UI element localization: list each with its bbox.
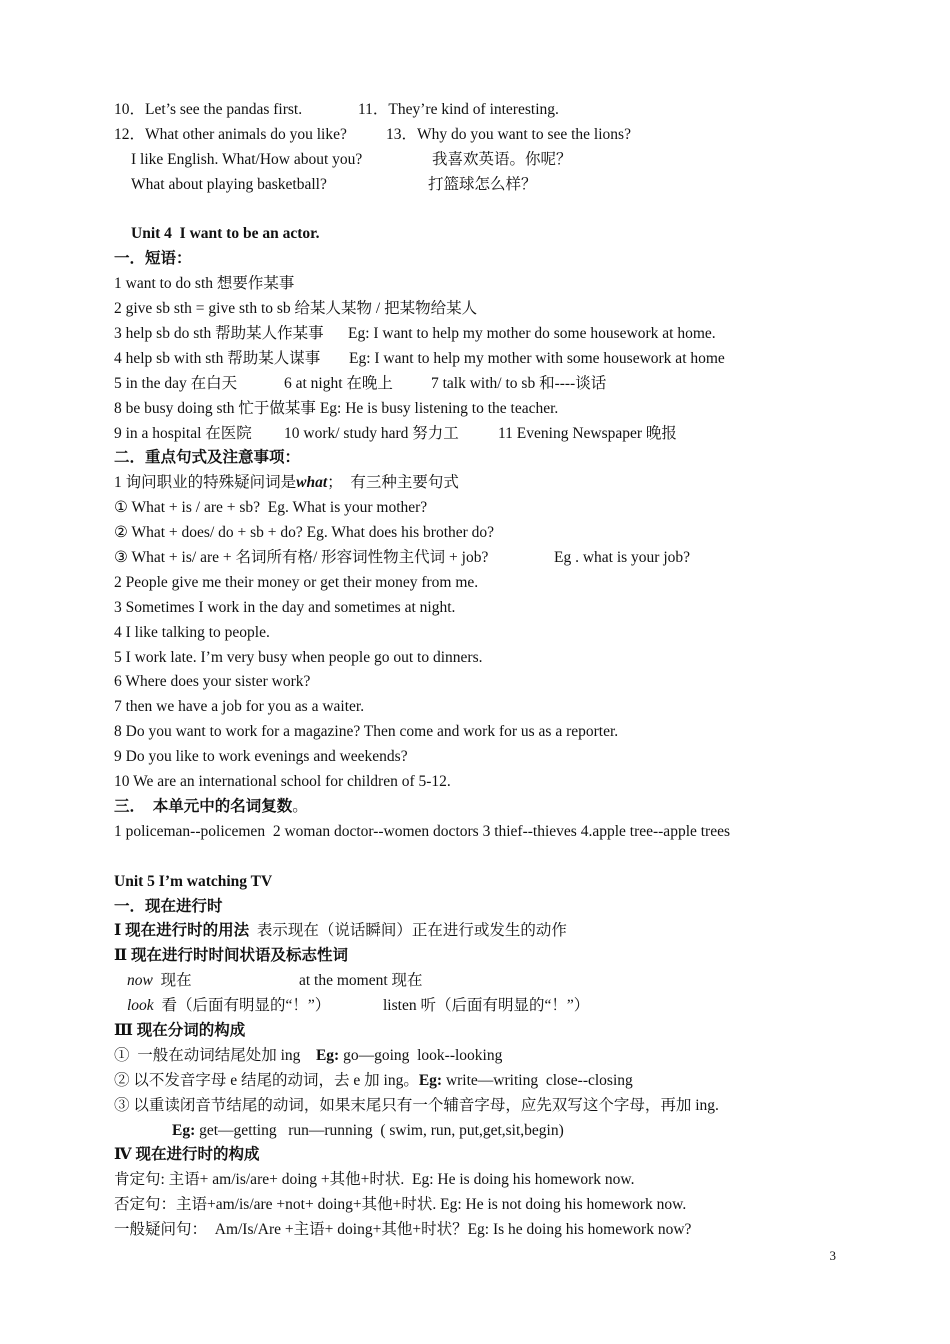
- sentence-13: 13．Why do you want to see the lions?: [386, 125, 631, 143]
- marker-words: [114, 994, 844, 1019]
- unit4-title: Unit 4 I want to be an actor.: [131, 225, 320, 243]
- section-heading: 一．短语：: [114, 250, 192, 268]
- text-line: [114, 173, 844, 198]
- rule-text: ② 以不发音字母 e 结尾的动词，去 e 加 ing。: [114, 1071, 419, 1089]
- rule-heading: Ⅰ 现在进行时的用法: [114, 922, 250, 940]
- phrase-text: 8 be busy doing sth 忙于做某事: [114, 399, 316, 417]
- eg-label: Eg:: [418, 1071, 443, 1089]
- phrase-item: 1 want to do sth 想要作某事: [114, 275, 295, 293]
- marker-word: listen 听（后面有明显的“！”）: [383, 997, 590, 1015]
- text-line: [114, 148, 844, 173]
- pattern-item: [114, 546, 844, 571]
- phrase-example: Eg: I want to help my mother do some housework at home.: [348, 325, 716, 343]
- heading-text: 三． 本单元中的名词复数: [114, 797, 293, 815]
- rule-example: get—getting run—running ( swim, run, put,get,sit,begin): [195, 1121, 564, 1139]
- phrase-item: [114, 372, 844, 397]
- unit5-title: Unit 5 I’m watching TV: [114, 872, 273, 890]
- phrase-text: 7 talk with/ to sb 和----谈话: [431, 374, 607, 392]
- pattern-example: Eg . what is your job?: [554, 549, 691, 567]
- pattern-text: ③ What + is/ are + 名词所有格/ 形容词性物主代词 + job?: [114, 549, 489, 567]
- section-heading: 二．重点句式及注意事项：: [114, 449, 301, 467]
- marker-word: look: [127, 997, 154, 1015]
- rule-text: ① 一般在动词结尾处加 ing: [114, 1046, 316, 1064]
- marker-word-text: at the moment: [299, 972, 388, 990]
- sentence-text: 1 询问职业的特殊疑问词是: [114, 474, 297, 492]
- phrase-example: Eg: I want to help my mother with some housework at home: [349, 349, 725, 367]
- text-line: [114, 98, 844, 123]
- marker-meaning: 现在: [387, 972, 423, 990]
- section-heading: 一．现在进行时: [114, 897, 223, 915]
- example-sentence: I like English. What/How about you?: [131, 150, 363, 168]
- example-translation: 我喜欢英语。你呢？: [432, 150, 572, 168]
- formation-rule: [114, 1069, 844, 1094]
- sentence-10: 10．Let’s see the pandas first.: [114, 101, 303, 118]
- phrase-text: 4 help sb with sth 帮助某人谋事: [114, 349, 321, 367]
- sentence-item: 6 Where does your sister work?: [114, 673, 311, 691]
- sentence-text: ； 有三种主要句式: [327, 474, 459, 492]
- eg-label: Eg:: [172, 1121, 196, 1139]
- marker-word: [299, 969, 423, 994]
- phrase-item: [114, 322, 844, 347]
- sentence-item: 9 Do you like to work evenings and weekends?: [114, 748, 408, 766]
- marker-meaning: 现在: [152, 972, 192, 990]
- sentence-item: 4 I like talking to people.: [114, 623, 270, 641]
- marker-words: [114, 969, 844, 994]
- phrase-text: 6 at night 在晚上: [284, 374, 393, 392]
- sentence-11: 11．They’re kind of interesting.: [358, 101, 559, 118]
- sentence-item: 7 then we have a job for you as a waiter.: [114, 698, 365, 716]
- sentence-item: 5 I work late. I’m very busy when people go out to dinners.: [114, 648, 483, 666]
- rule-heading: Ⅱ 现在进行时时间状语及标志性词: [114, 947, 348, 965]
- example-translation: 打篮球怎么样？: [428, 175, 537, 193]
- sentence-12: 12．What other animals do you like?: [114, 125, 347, 143]
- rule-text: 表示现在（说话瞬间）正在进行或发生的动作: [249, 922, 567, 940]
- marker-meaning: 看（后面有明显的“！”）: [153, 997, 331, 1015]
- eg-label: Eg:: [315, 1046, 340, 1064]
- phrase-text: 10 work/ study hard 努力工: [284, 424, 459, 442]
- sentence-item: [114, 471, 844, 496]
- phrase-item: [114, 347, 844, 372]
- formation-example: [114, 1119, 844, 1144]
- heading-punct: 。: [292, 797, 308, 815]
- rule-item: [114, 919, 844, 944]
- rule-example: write—writing close--closing: [442, 1071, 633, 1089]
- phrase-item: 2 give sb sth = give sth to sb 给某人某物 / 把某物给某人: [114, 300, 478, 318]
- phrase-text: 5 in the day 在白天: [114, 374, 238, 392]
- phrase-example: Eg: He is busy listening to the teacher.: [319, 399, 559, 417]
- structure-item: 否定句：主语+am/is/are +not+ doing+其他+时状. Eg: He is not doing his homework now.: [114, 1196, 687, 1214]
- page-number: 3: [829, 1248, 836, 1263]
- rule-example: go—going look--looking: [339, 1046, 503, 1064]
- sentence-item: 8 Do you want to work for a magazine? Then come and work for us as a reporter.: [114, 723, 619, 741]
- phrase-item: [114, 397, 844, 422]
- formation-rule: ③ 以重读闭音节结尾的动词，如果末尾只有一个辅音字母，应先双写这个字母，再加 ing.: [114, 1096, 719, 1114]
- rule-heading: Ⅲ 现在分词的构成: [114, 1021, 246, 1039]
- phrase-text: 9 in a hospital 在医院: [114, 424, 252, 442]
- formation-rule: [114, 1044, 844, 1069]
- structure-item: 肯定句: 主语+ am/is/are+ doing +其他+时状. Eg: He is doing his homework now.: [114, 1171, 635, 1189]
- marker-word: now: [127, 972, 153, 990]
- structure-item: 一般疑问句： Am/Is/Are +主语+ doing+其他+时状？Eg: Is he doing his homework now?: [114, 1221, 692, 1239]
- blank-line: [114, 845, 844, 870]
- sentence-item: 2 People give me their money or get their money from me.: [114, 573, 479, 591]
- example-sentence: What about playing basketball?: [131, 175, 327, 193]
- keyword-what: what: [296, 474, 328, 492]
- phrase-text: 3 help sb do sth 帮助某人作某事: [114, 325, 324, 343]
- sentence-item: 10 We are an international school for children of 5-12.: [114, 773, 451, 791]
- document-page: [114, 98, 844, 1243]
- rule-heading: Ⅳ 现在进行时的构成: [114, 1146, 260, 1164]
- blank-line: [114, 198, 844, 223]
- pattern-item: ② What + does/ do + sb + do? Eg. What does his brother do?: [114, 524, 495, 542]
- sentence-item: 3 Sometimes I work in the day and sometimes at night.: [114, 598, 456, 616]
- text-line: [114, 123, 844, 148]
- phrase-text: 11 Evening Newspaper 晚报: [498, 424, 677, 442]
- pattern-item: ① What + is / are + sb? Eg. What is your mother?: [114, 499, 428, 517]
- plural-list: 1 policeman--policemen 2 woman doctor--women doctors 3 thief--thieves 4.apple tree--apple trees: [114, 822, 731, 840]
- section-heading: [114, 795, 844, 820]
- phrase-item: [114, 422, 844, 447]
